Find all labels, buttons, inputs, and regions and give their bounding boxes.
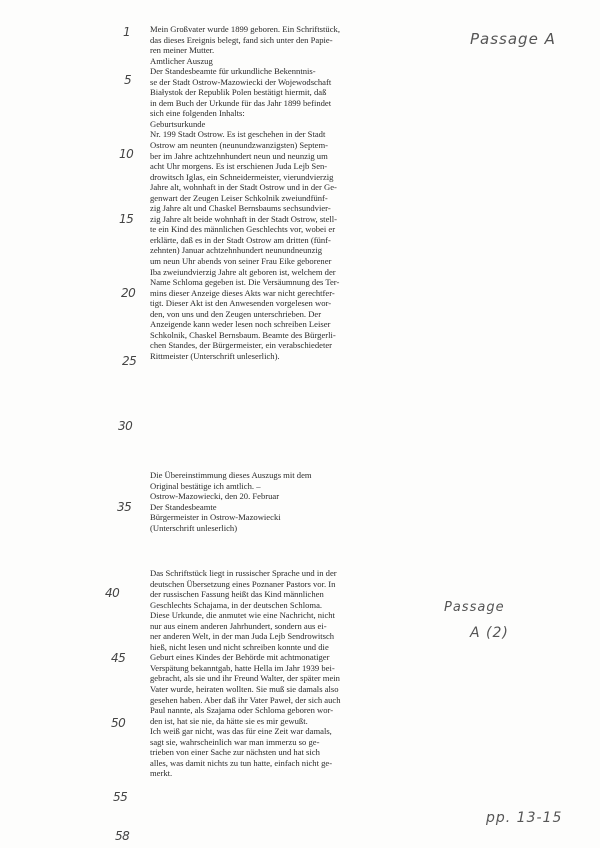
text-line: um neun Uhr abends von seiner Frau Eike geborener: [150, 256, 332, 267]
text-line: merkt.: [150, 768, 173, 779]
text-line: ner anderen Welt, in der man Juda Lejb Sendrowitsch: [150, 631, 335, 642]
text-line: te ein Kind des männlichen Geschlechts vor, wobei er: [150, 224, 336, 235]
line-number-5: 5: [124, 73, 132, 87]
text-line: sich eine folgenden Inhalts:: [150, 108, 245, 119]
text-line: gesehen haben. Aber daß ihr Vater Paweł, der sich auch: [150, 694, 341, 705]
text-line: ber im Jahre achtzehnhundert neun und neunzig um: [150, 150, 328, 161]
text-line: acht Uhr morgens. Es ist erschienen Juda Lejb Sen-: [150, 161, 328, 172]
text-block-narrative: [150, 568, 388, 779]
text-line: Białystok der Republik Polen bestätigt hiermit, daß: [150, 87, 327, 98]
annotation-passage-a2-line1: Passage: [444, 600, 505, 615]
text-line: nur aus einem anderen Jahrhundert, sondern aus ei-: [150, 620, 327, 631]
text-line: Vater wurde, heiraten wollten. Sie muß sie damals also: [150, 684, 339, 695]
text-line: den ist, hat sie nie, da hätte sie es mir gewußt.: [150, 715, 308, 726]
text-line: Ich weiß gar nicht, was das für eine Zeit war damals,: [150, 726, 332, 737]
text-line: der russischen Fassung heißt das Kind männlichen: [150, 589, 324, 600]
text-line: Name Schloma gegeben ist. Die Versäumnung des Ter-: [150, 277, 340, 288]
text-line: Rittmeister (Unterschrift unleserlich).: [150, 350, 280, 361]
text-line: genwart der Zeugen Leiser Schkolnik zweiundfünf-: [150, 192, 328, 203]
text-line: tigt. Dieser Akt ist den Anwesenden vorgelesen wor-: [150, 298, 332, 309]
text-block-birth-record: [150, 24, 388, 362]
text-line: alles, was damit nichts zu tun hatte, einfach nicht ge-: [150, 757, 333, 768]
line-number-30: 30: [118, 419, 133, 433]
text-line: zig Jahre alt beide wohnhaft in der Stadt Ostrow, stell-: [150, 213, 338, 224]
line-number-1: 1: [123, 25, 131, 39]
line-number-45: 45: [111, 651, 126, 665]
text-line: Iba zweiundvierzig Jahre alt geboren ist, welchem der: [150, 266, 336, 277]
text-line: mins dieser Anzeige dieses Akts war nicht gerechtfer-: [150, 287, 335, 298]
annotation-passage-a: Passage A: [470, 30, 556, 48]
line-number-58: 58: [115, 829, 130, 843]
text-line: ren meiner Mutter.: [150, 45, 215, 56]
text-line: Jahre alt, wohnhaft in der Stadt Ostrow und in der Ge-: [150, 182, 337, 193]
text-line: Amtlicher Auszug: [150, 55, 213, 66]
text-line: Paul nannte, als Szajama oder Schloma geboren wor-: [150, 705, 334, 716]
text-line: den, von uns und den Zeugen unterschrieben. Der: [150, 308, 322, 319]
text-line: Diese Urkunde, die anmutet wie eine Nachricht, nicht: [150, 610, 335, 621]
text-line: Ostrow am neunten (neunundzwanzigsten) Septem-: [150, 140, 329, 151]
text-block-certification: [150, 470, 388, 533]
text-line: das dieses Ereignis belegt, fand sich unter den Papie-: [150, 34, 333, 45]
line-number-40: 40: [105, 586, 120, 600]
text-line: Geschlechts Schajama, in der deutschen Schloma.: [150, 599, 323, 610]
text-line: Verspätung bekanntgab, hatte Hella im Jahr 1939 bei-: [150, 662, 335, 673]
annotation-page-range: pp. 13-15: [486, 810, 563, 826]
text-line: gebracht, als sie und ihr Freund Walter, der später mein: [150, 673, 340, 684]
text-line: erklärte, daß es in der Stadt Ostrow am dritten (fünf-: [150, 234, 331, 245]
line-number-35: 35: [117, 500, 132, 514]
line-number-55: 55: [113, 790, 128, 804]
text-line: Mein Großvater wurde 1899 geboren. Ein Schriftstück,: [150, 24, 340, 34]
text-line: sagt sie, wahrscheinlich war man immerzu so ge-: [150, 736, 320, 747]
annotation-passage-a2-line2: A (2): [470, 625, 509, 641]
text-line: zehnten) Januar achtzehnhundert neunundneunzig: [150, 245, 323, 256]
text-line: drowitsch Iglas, ein Schneidermeister, vierundvierzig: [150, 171, 334, 182]
text-line: Schkolnik, Chaskel Bernsbaum. Beamte des Bürgerli-: [150, 329, 336, 340]
text-line: deutschen Übersetzung eines Poznaner Pastors vor. In: [150, 578, 336, 589]
text-line: in dem Buch der Urkunde für das Jahr 1899 befindet: [150, 97, 332, 108]
text-line: Anzeigende kann weder lesen noch schreiben Leiser: [150, 319, 331, 330]
text-line: Das Schriftstück liegt in russischer Sprache und in der: [150, 568, 337, 578]
text-line: chen Standes, der Bürgermeister, ein verabschiedeter: [150, 340, 333, 351]
text-line: Geburt eines Kindes der Behörde mit achtmonatiger: [150, 652, 330, 663]
text-line: se der Stadt Ostrow-Mazowiecki der Wojewodschaft: [150, 76, 332, 87]
text-line: trieben von einer Sache zur nächsten und hat sich: [150, 747, 320, 758]
text-line: Der Standesbeamte für urkundliche Bekenntnis-: [150, 66, 316, 77]
text-line: Der Standesbeamte: [150, 501, 217, 512]
text-line: Ostrow-Mazowiecki, den 20. Februar: [150, 491, 280, 502]
text-line: Original bestätige ich amtlich. –: [150, 480, 261, 491]
line-number-10: 10: [119, 147, 134, 161]
text-line: zig Jahre alt und Chaskel Bernsbaums sechsundvier-: [150, 203, 331, 214]
line-number-25: 25: [122, 354, 137, 368]
text-line: (Unterschrift unleserlich): [150, 522, 238, 533]
line-number-15: 15: [119, 212, 134, 226]
line-number-20: 20: [121, 286, 136, 300]
text-line: Geburtsurkunde: [150, 118, 206, 129]
text-line: Nr. 199 Stadt Ostrow. Es ist geschehen in der Stadt: [150, 129, 326, 140]
line-number-50: 50: [111, 716, 126, 730]
text-line: Bürgermeister in Ostrow-Mazowiecki: [150, 512, 281, 523]
text-line: hieß, nicht lesen und nicht schreiben konnte und die: [150, 641, 329, 652]
text-line: Die Übereinstimmung dieses Auszugs mit dem: [150, 470, 312, 480]
